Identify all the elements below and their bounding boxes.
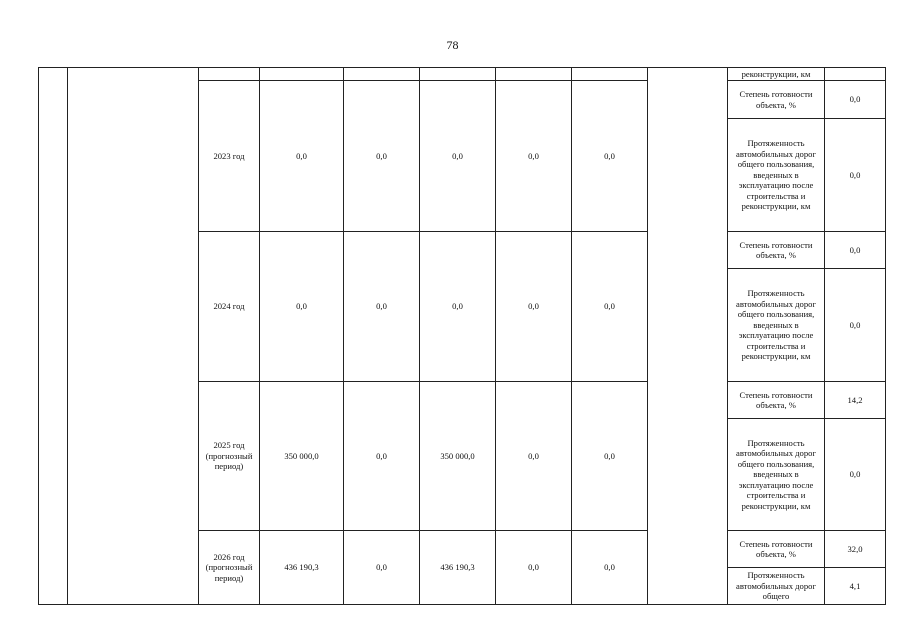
program-table	[38, 67, 886, 605]
indicator-name: Протяженность автомобильных дорог общего	[728, 568, 825, 605]
indicator-value: 14,2	[825, 382, 886, 419]
cell-blank	[260, 68, 344, 81]
indicator-value: 32,0	[825, 531, 886, 568]
amount-cell: 0,0	[420, 81, 496, 232]
indicator-value: 0,0	[825, 119, 886, 232]
amount-cell: 0,0	[496, 81, 572, 232]
amount-cell: 0,0	[344, 382, 420, 531]
indicator-name: Степень готовности объекта, %	[728, 531, 825, 568]
year-cell: 2026 год (прогнозный период)	[199, 531, 260, 605]
col-number-cell	[39, 68, 68, 605]
page-number: 78	[446, 38, 459, 52]
indicator-name: Протяженность автомобильных дорог общего пользования, введенных в эксплуатацию после строительства и реконструкции, км	[728, 119, 825, 232]
col-executor-cell	[648, 68, 728, 605]
amount-cell: 0,0	[344, 531, 420, 605]
cell-blank	[572, 68, 648, 81]
amount-cell: 0,0	[496, 232, 572, 382]
year-cell: 2023 год	[199, 81, 260, 232]
indicator-value: 4,1	[825, 568, 886, 605]
cell-blank	[199, 68, 260, 81]
indicator-name: Протяженность автомобильных дорог общего пользования, введенных в эксплуатацию после строительства и реконструкции, км	[728, 269, 825, 382]
amount-cell: 350 000,0	[420, 382, 496, 531]
amount-cell: 0,0	[572, 382, 648, 531]
amount-cell: 436 190,3	[420, 531, 496, 605]
indicator-value: 0,0	[825, 232, 886, 269]
indicator-value: 0,0	[825, 419, 886, 531]
amount-cell: 0,0	[572, 232, 648, 382]
cell-blank	[496, 68, 572, 81]
cell-blank	[420, 68, 496, 81]
col-name-cell	[68, 68, 199, 605]
indicator-value: 0,0	[825, 81, 886, 119]
amount-cell: 0,0	[572, 81, 648, 232]
indicator-name: Степень готовности объекта, %	[728, 382, 825, 419]
amount-cell: 0,0	[260, 232, 344, 382]
amount-cell: 0,0	[344, 232, 420, 382]
amount-cell: 0,0	[420, 232, 496, 382]
year-cell: 2025 год (прогнозный период)	[199, 382, 260, 531]
amount-cell: 0,0	[260, 81, 344, 232]
amount-cell: 0,0	[572, 531, 648, 605]
year-cell: 2024 год	[199, 232, 260, 382]
amount-cell: 0,0	[344, 81, 420, 232]
amount-cell: 0,0	[496, 531, 572, 605]
amount-cell: 436 190,3	[260, 531, 344, 605]
amount-cell: 350 000,0	[260, 382, 344, 531]
indicator-value: 0,0	[825, 269, 886, 382]
indicator-value	[825, 68, 886, 81]
indicator-name: Протяженность автомобильных дорог общего пользования, введенных в эксплуатацию после строительства и реконструкции, км	[728, 419, 825, 531]
cell-blank	[344, 68, 420, 81]
indicator-name: Степень готовности объекта, %	[728, 81, 825, 119]
indicator-name: Степень готовности объекта, %	[728, 232, 825, 269]
indicator-name: реконструкции, км	[728, 68, 825, 81]
amount-cell: 0,0	[496, 382, 572, 531]
